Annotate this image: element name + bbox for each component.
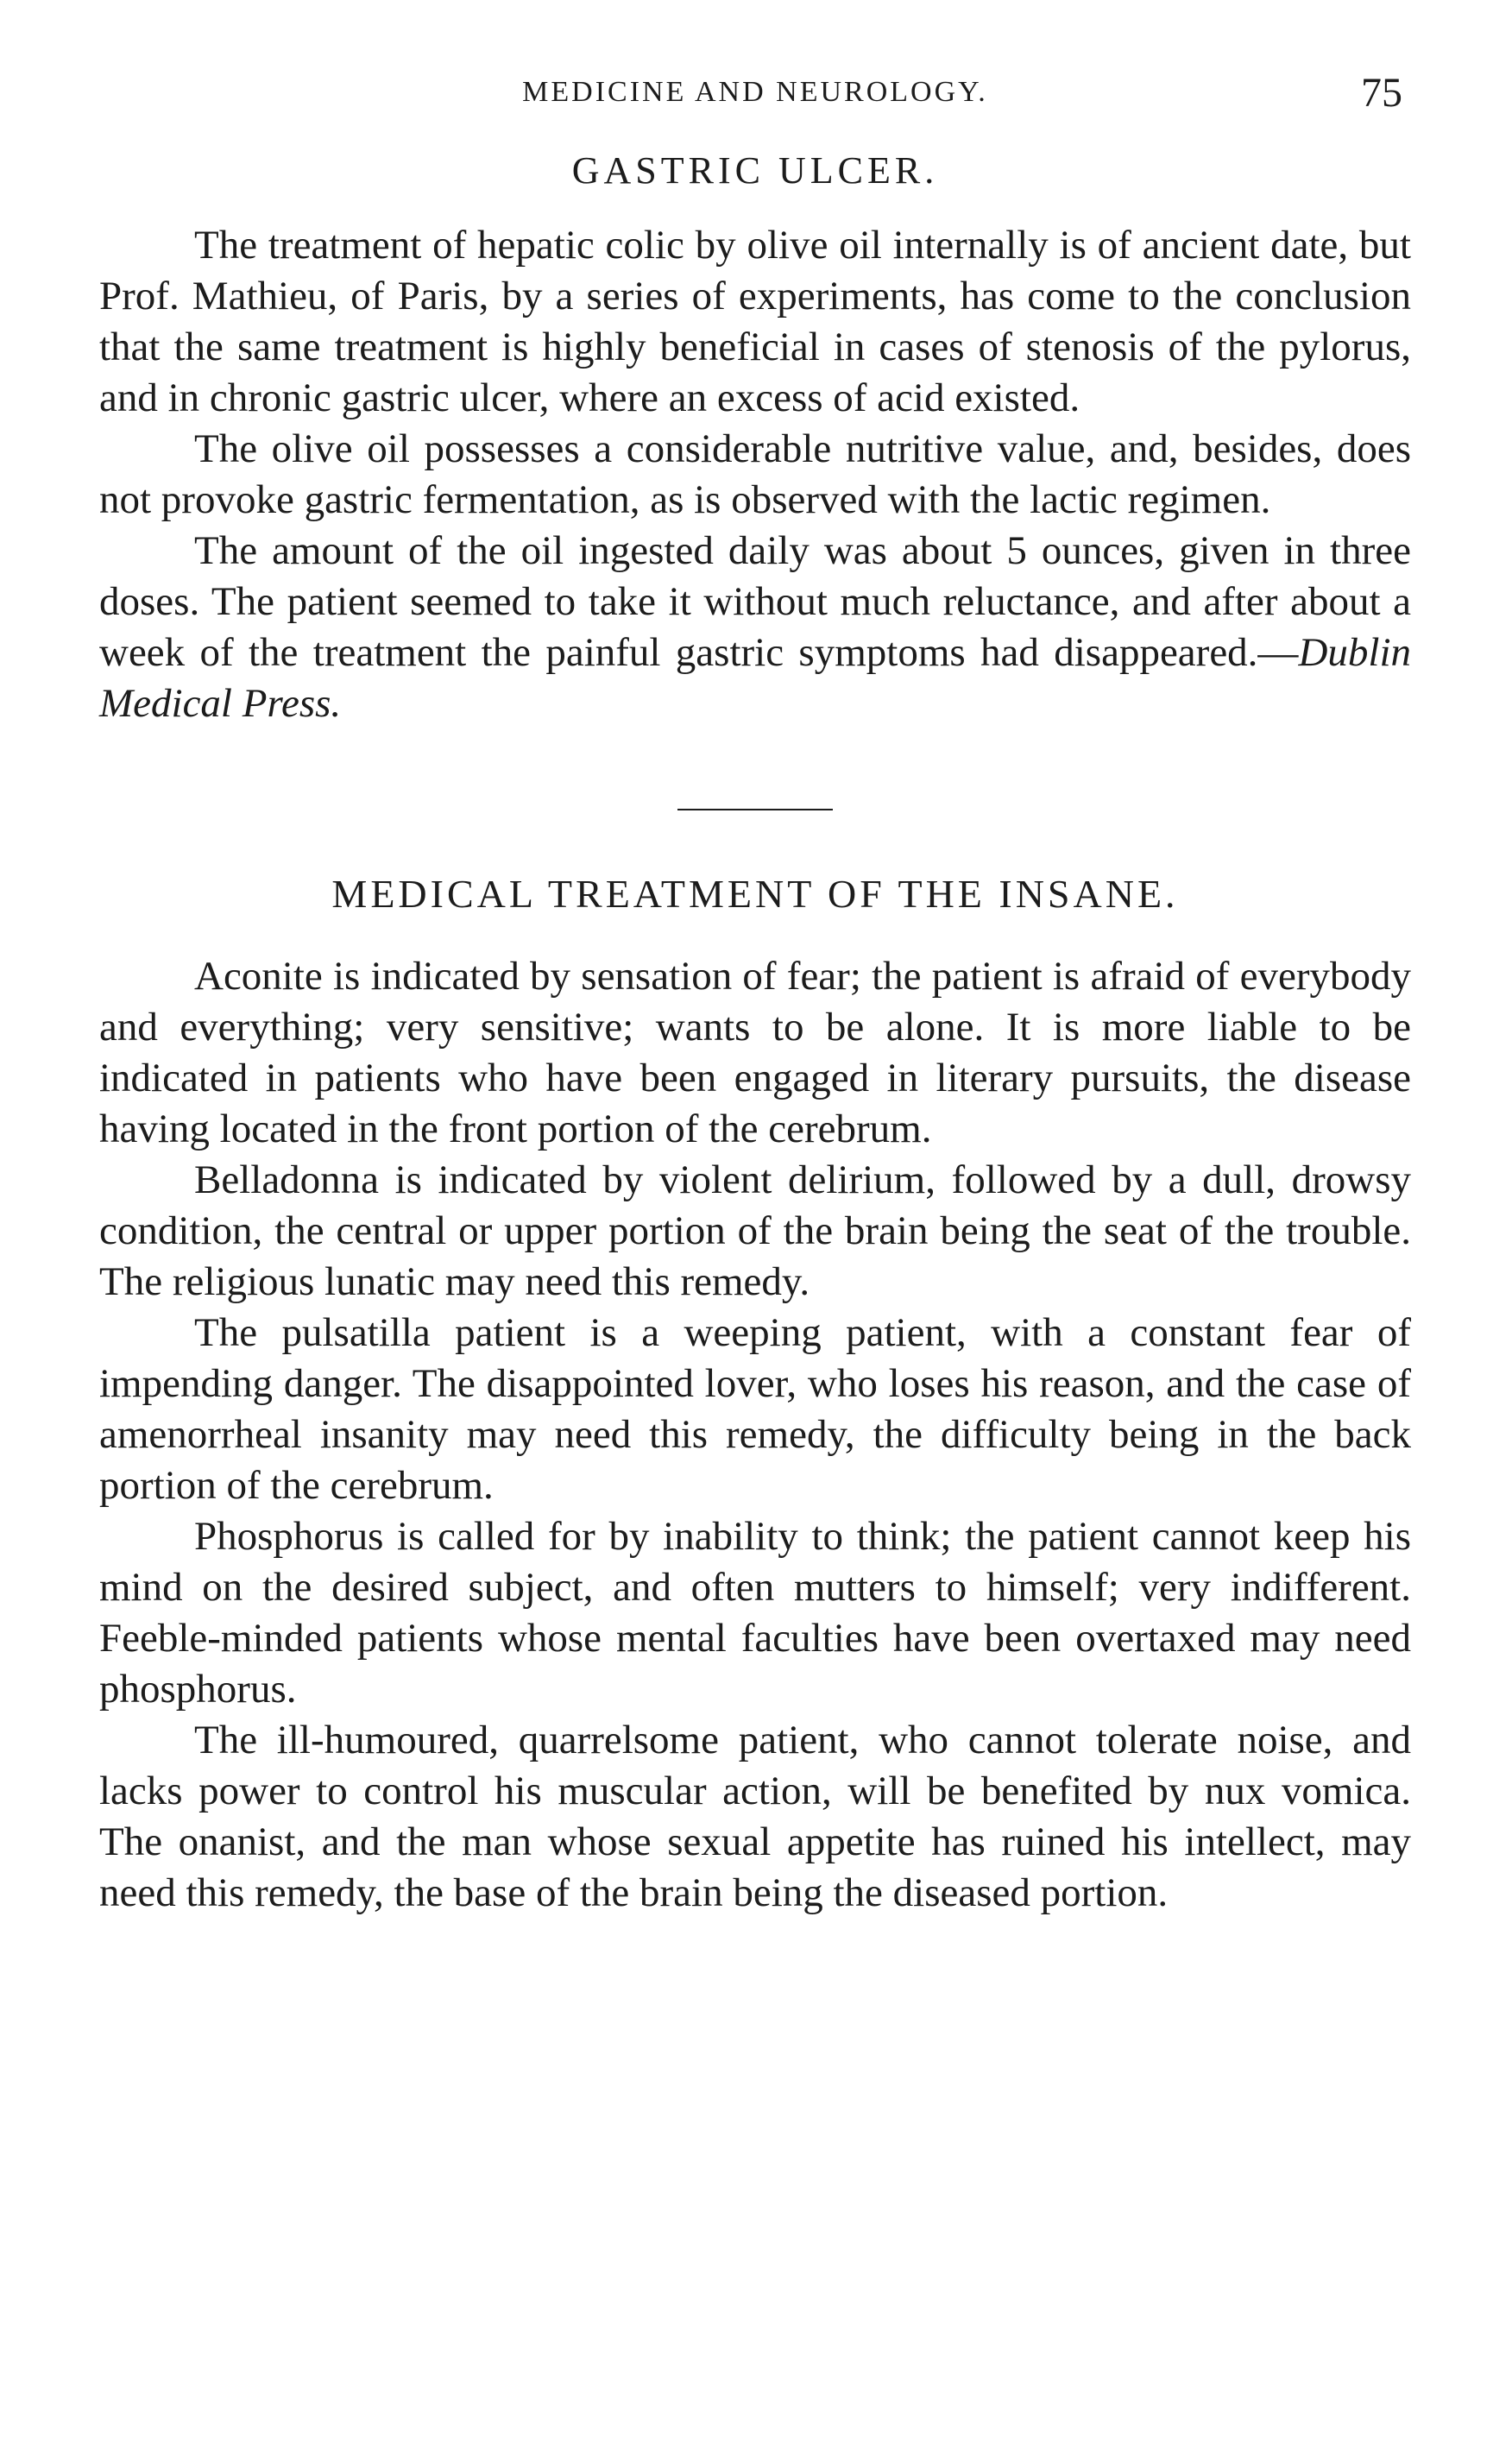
paragraph: The treatment of hepatic colic by olive oil internally is of ancient date, but Prof. Mathieu, of Paris, by a series of experiments, has come to the conclusion that the same treatment is highly beneficial in cases of stenosis of the pylorus, and in chronic gastric ulcer, where an excess of acid existed. [99,223,1411,420]
paragraph [99,526,1411,729]
article-title: MEDICAL TREATMENT OF THE INSANE. [331,872,1179,916]
article-gastric-ulcer [99,148,1411,729]
paragraph-text: The amount of the oil ingested daily was about 5 ounces, given in three doses. The patient seemed to take it without much reluctance, and after about a week of the treatment the painful gastric symptoms had disappeared.— [99,528,1411,675]
paragraph: The olive oil possesses a considerable nutritive value, and, besides, does not provoke gastric fermentation, as is observed with the lactic regimen. [99,426,1411,522]
paragraph: The ill-humoured, quarrelsome patient, who cannot tolerate noise, and lacks power to control his muscular action, will be benefited by nux vomica. The onanist, and the man whose sexual appetite has ruined his intellect, may need this remedy, the base of the brain being the diseased portion. [99,1718,1411,1915]
paragraph: Aconite is indicated by sensation of fear; the patient is afraid of everybody and everything; very sensitive; wants to be alone. It is more liable to be indicated in patients who have been engaged in literary pursuits, the disease having located in the front portion of the cerebrum. [99,954,1411,1151]
running-title: MEDICINE AND NEUROLOGY. [522,76,988,108]
article-title: GASTRIC ULCER. [571,149,939,192]
paragraph: Belladonna is indicated by violent delirium, followed by a dull, drowsy condition, the central or upper portion of the brain being the seat of the trouble. The religious lunatic may need this remedy. [99,1157,1411,1304]
article-medical-treatment-insane [99,871,1411,1919]
paragraph: The pulsatilla patient is a weeping patient, with a constant fear of impending danger. The disappointed lover, who loses his reason, and the case of amenorrheal insanity may need this remedy, the difficulty being in the back portion of the cerebrum. [99,1310,1411,1508]
running-head [99,69,1411,129]
page-number: 75 [1361,70,1402,116]
paragraph: Phosphorus is called for by inability to think; the patient cannot keep his mind on the desired subject, and often mutters to himself; very indifferent. Feeble-minded patients whose mental faculties have been overtaxed may need phosphorus. [99,1514,1411,1712]
section-divider [677,809,833,810]
book-page [99,69,1411,1919]
source-citation: Dublin Medical Press. [99,630,1411,726]
